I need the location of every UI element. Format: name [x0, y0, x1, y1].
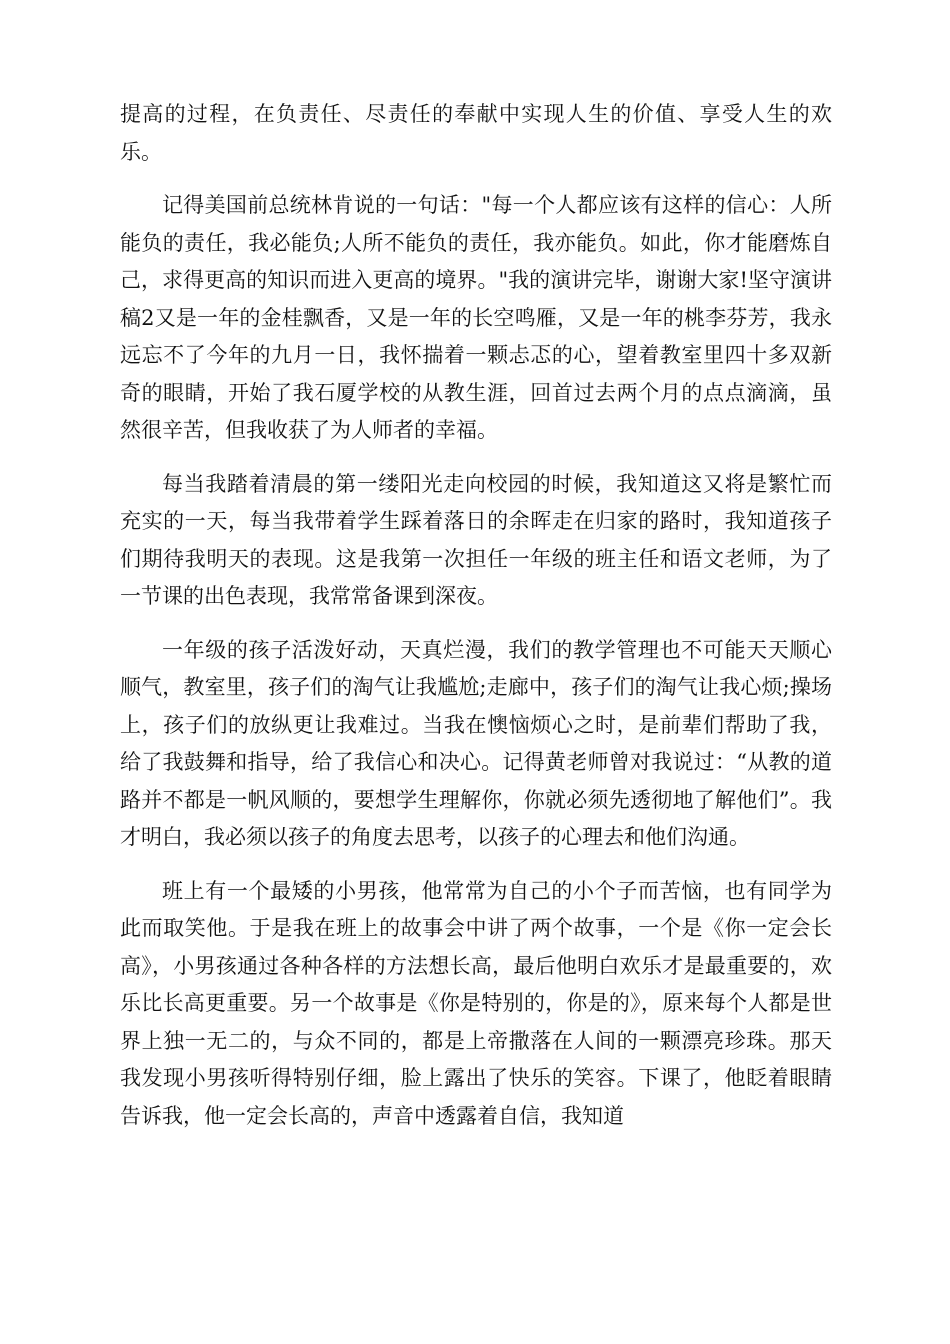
paragraph-1: 提高的过程，在负责任、尽责任的奉献中实现人生的价值、享受人生的欢乐。 [120, 102, 832, 164]
paragraph-4: 一年级的孩子活泼好动，天真烂漫，我们的教学管理也不可能天天顺心顺气，教室里，孩子们的淘气让我尴尬;走廊中，孩子们的淘气让我心烦;操场上，孩子们的放纵更让我难过。当我在懊恼烦心之时，是前辈们帮助了我，给了我鼓舞和指导，给了我信心和决心。记得黄老师曾对我说过：“从教的道路并不都是一帆风顺的，要想学生理解你，你就必须先透彻地了解他们”。我才明白，我必须以孩子的角度去思考，以孩子的心理去和他们沟通。 [120, 637, 832, 849]
document-page [120, 96, 832, 1151]
paragraph-5: 班上有一个最矮的小男孩，他常常为自己的小个子而苦恼，也有同学为此而取笑他。于是我在班上的故事会中讲了两个故事，一个是《你一定会长高》，小男孩通过各种各样的方法想长高，最后他明白欢乐才是最重要的，欢乐比长高更重要。另一个故事是《你是特别的，你是的》，原来每个人都是世界上独一无二的，与众不同的，都是上帝撒落在人间的一颗漂亮珍珠。那天我发现小男孩听得特别仔细，脸上露出了快乐的笑容。下课了，他眨着眼睛告诉我，他一定会长高的，声音中透露着自信，我知道 [120, 878, 832, 1128]
paragraph-2: 记得美国前总统林肯说的一句话："每一个人都应该有这样的信心：人所能负的责任，我必能负;人所不能负的责任，我亦能负。如此，你才能磨炼自己，求得更高的知识而进入更高的境界。"我的演讲完毕，谢谢大家!坚守演讲稿2又是一年的金桂飘香，又是一年的长空鸣雁，又是一年的桃李芬芳，我永远忘不了今年的九月一日，我怀揣着一颗忐忑的心，望着教室里四十多双新奇的眼睛，开始了我石厦学校的从教生涯，回首过去两个月的点点滴滴，虽然很辛苦，但我收获了为人师者的幸福。 [120, 193, 832, 442]
paragraph-3: 每当我踏着清晨的第一缕阳光走向校园的时候，我知道这又将是繁忙而充实的一天，每当我带着学生踩着落日的余晖走在归家的路时，我知道孩子们期待我明天的表现。这是我第一次担任一年级的班主任和语文老师，为了一节课的出色表现，我常常备课到深夜。 [120, 471, 832, 608]
